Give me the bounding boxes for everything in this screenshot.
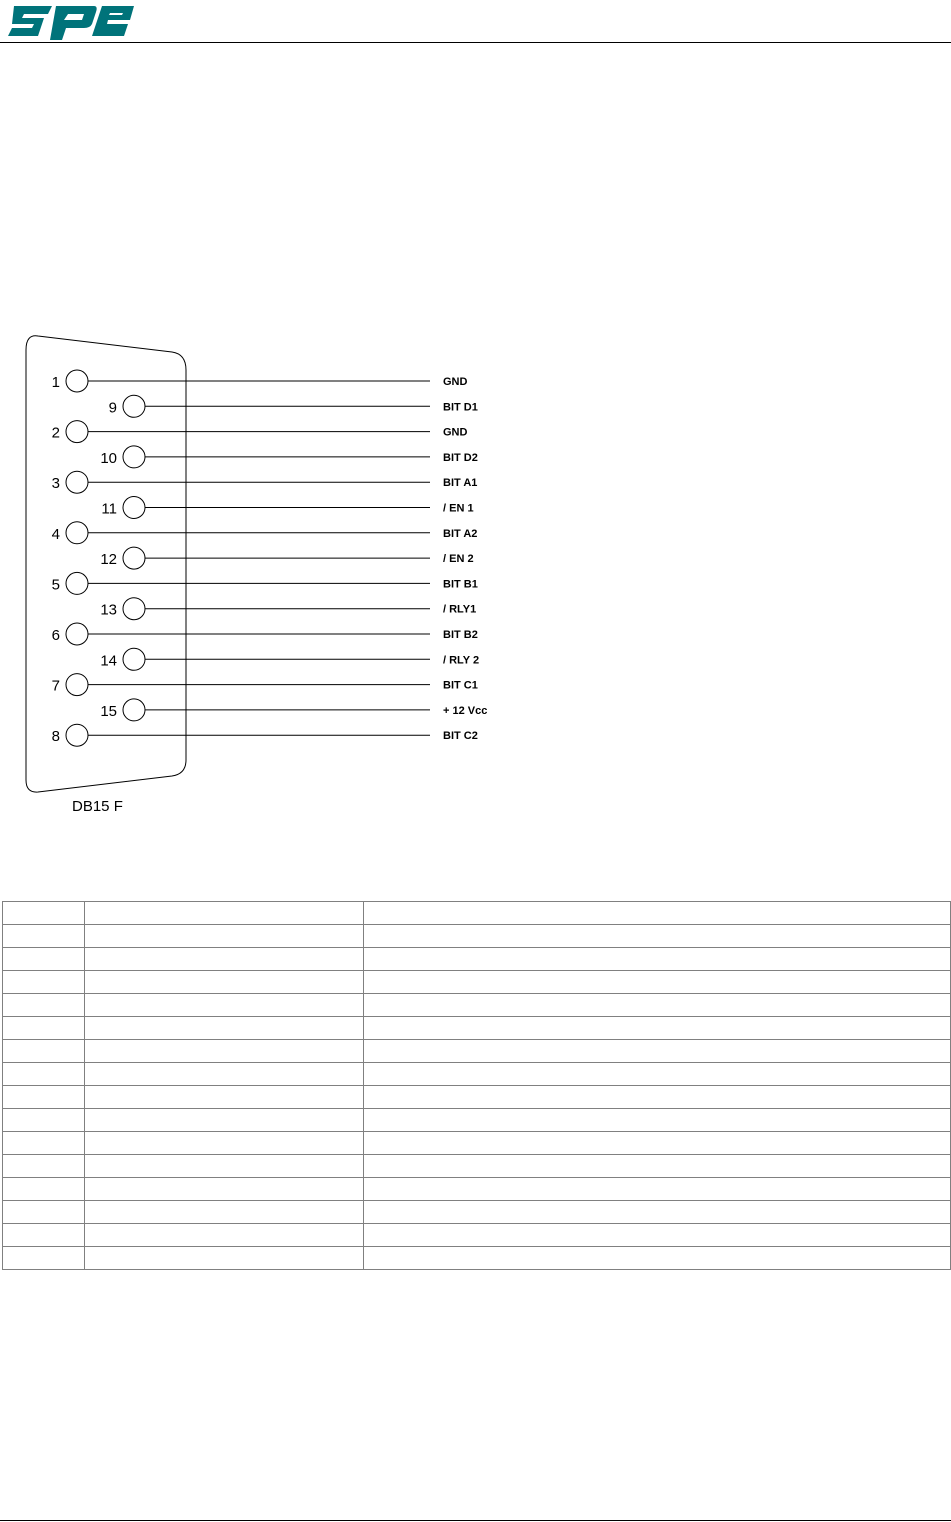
table-cell — [85, 1086, 364, 1109]
table-cell — [364, 1201, 951, 1224]
pin-4 — [52, 522, 478, 544]
table-cell — [3, 1247, 85, 1270]
pin-3 — [52, 471, 478, 493]
table-cell — [3, 1132, 85, 1155]
table-cell — [3, 1224, 85, 1247]
pin-number: 12 — [100, 551, 117, 569]
pin-socket — [123, 598, 145, 620]
table-cell — [364, 971, 951, 994]
pin-socket — [66, 724, 88, 746]
table-cell — [85, 1155, 364, 1178]
pin-1 — [52, 370, 468, 392]
table-row — [3, 1063, 951, 1086]
signal-label: / RLY 2 — [443, 654, 480, 667]
signal-label: BIT B1 — [443, 578, 478, 591]
pin-11 — [101, 497, 473, 519]
signal-label: BIT A2 — [443, 527, 478, 540]
table-row — [3, 1178, 951, 1201]
signal-label: + 12 Vcc — [443, 704, 488, 717]
pin-5 — [52, 572, 478, 594]
table-row — [3, 1155, 951, 1178]
table-cell — [85, 971, 364, 994]
table-cell — [85, 1063, 364, 1086]
table-cell — [3, 994, 85, 1017]
table-cell — [85, 1201, 364, 1224]
table-row — [3, 948, 951, 971]
pin-7 — [52, 674, 478, 696]
pin-number: 14 — [100, 652, 117, 670]
table-cell — [85, 1224, 364, 1247]
signal-label: GND — [443, 426, 468, 439]
table-row — [3, 971, 951, 994]
table-cell — [364, 1109, 951, 1132]
table-cell — [364, 1040, 951, 1063]
pin-6 — [52, 623, 478, 645]
pin-number: 13 — [100, 601, 117, 619]
table-cell — [3, 1178, 85, 1201]
pin-number: 15 — [100, 702, 117, 720]
table-cell — [3, 925, 85, 948]
pin-10 — [100, 446, 478, 468]
table-cell — [85, 925, 364, 948]
table-cell — [364, 1224, 951, 1247]
pin-socket — [66, 674, 88, 696]
pin-15 — [100, 699, 487, 721]
table-cell — [364, 1086, 951, 1109]
pin-socket — [123, 699, 145, 721]
table-cell — [364, 1132, 951, 1155]
pin-number: 4 — [51, 525, 60, 543]
pin-number: 8 — [51, 728, 60, 746]
table-cell — [85, 1247, 364, 1270]
table-cell — [85, 1132, 364, 1155]
pin-number: 3 — [51, 475, 60, 493]
signal-label: BIT C2 — [443, 730, 478, 743]
table-cell — [85, 902, 364, 925]
table-row — [3, 1040, 951, 1063]
signal-label: / RLY1 — [443, 603, 477, 616]
table-cell — [364, 1017, 951, 1040]
pin-12 — [100, 547, 473, 569]
signal-label: BIT D2 — [443, 451, 478, 464]
table-row — [3, 1247, 951, 1270]
pin-socket — [123, 446, 145, 468]
table-cell — [85, 1109, 364, 1132]
pin-number: 7 — [51, 677, 60, 695]
table-row — [3, 1201, 951, 1224]
pin-number: 5 — [51, 576, 60, 594]
table-cell — [85, 1017, 364, 1040]
table-cell — [364, 994, 951, 1017]
pin-socket — [123, 547, 145, 569]
table-cell — [364, 1247, 951, 1270]
pin-9 — [109, 395, 478, 417]
pin-number: 9 — [108, 399, 117, 417]
pin-2 — [52, 421, 468, 443]
table-cell — [3, 1086, 85, 1109]
pin-socket — [123, 395, 145, 417]
pin-socket — [123, 648, 145, 670]
table-cell — [3, 971, 85, 994]
signal-label: BIT B2 — [443, 629, 478, 641]
table-cell — [3, 1109, 85, 1132]
table-cell — [3, 1155, 85, 1178]
pin-socket — [66, 623, 88, 645]
table-row — [3, 925, 951, 948]
signal-label: / EN 2 — [443, 553, 474, 566]
table-row — [3, 1086, 951, 1109]
pin-socket — [66, 370, 88, 392]
signal-label: BIT C1 — [443, 679, 478, 692]
signal-label: BIT D1 — [443, 401, 478, 414]
table-cell — [364, 925, 951, 948]
pin-14 — [100, 648, 479, 670]
pin-socket — [66, 421, 88, 443]
table-row — [3, 902, 951, 925]
signal-label: GND — [443, 376, 468, 388]
pin-socket — [66, 471, 88, 493]
table-row — [3, 1109, 951, 1132]
connector-name: DB15 F — [72, 798, 123, 815]
table-cell — [3, 948, 85, 971]
table-row — [3, 1224, 951, 1247]
pin-socket — [123, 497, 145, 519]
pin-13 — [100, 598, 476, 620]
table-cell — [364, 1178, 951, 1201]
pin-number: 6 — [51, 627, 60, 644]
table-cell — [3, 1017, 85, 1040]
table-cell — [364, 902, 951, 925]
signal-label: / EN 1 — [443, 502, 474, 515]
table-cell — [85, 948, 364, 971]
table-cell — [85, 1040, 364, 1063]
pin-number: 2 — [51, 424, 60, 442]
table-cell — [364, 1063, 951, 1086]
pin-socket — [66, 572, 88, 594]
pin-number: 11 — [101, 500, 117, 518]
table-row — [3, 1132, 951, 1155]
signal-label: BIT A1 — [443, 477, 478, 490]
footer-rule — [0, 1520, 951, 1521]
pin-8 — [52, 724, 478, 746]
table-cell — [85, 994, 364, 1017]
table-cell — [3, 902, 85, 925]
table-cell — [3, 1201, 85, 1224]
pin-number: 1 — [51, 374, 60, 391]
pin-number: 10 — [100, 449, 117, 467]
table-row — [3, 994, 951, 1017]
table-cell — [85, 1178, 364, 1201]
pin-socket — [66, 522, 88, 544]
table-cell — [364, 1155, 951, 1178]
table-cell — [3, 1040, 85, 1063]
table-cell — [364, 948, 951, 971]
table-cell — [3, 1063, 85, 1086]
pin-table — [2, 901, 951, 1270]
table-row — [3, 1017, 951, 1040]
